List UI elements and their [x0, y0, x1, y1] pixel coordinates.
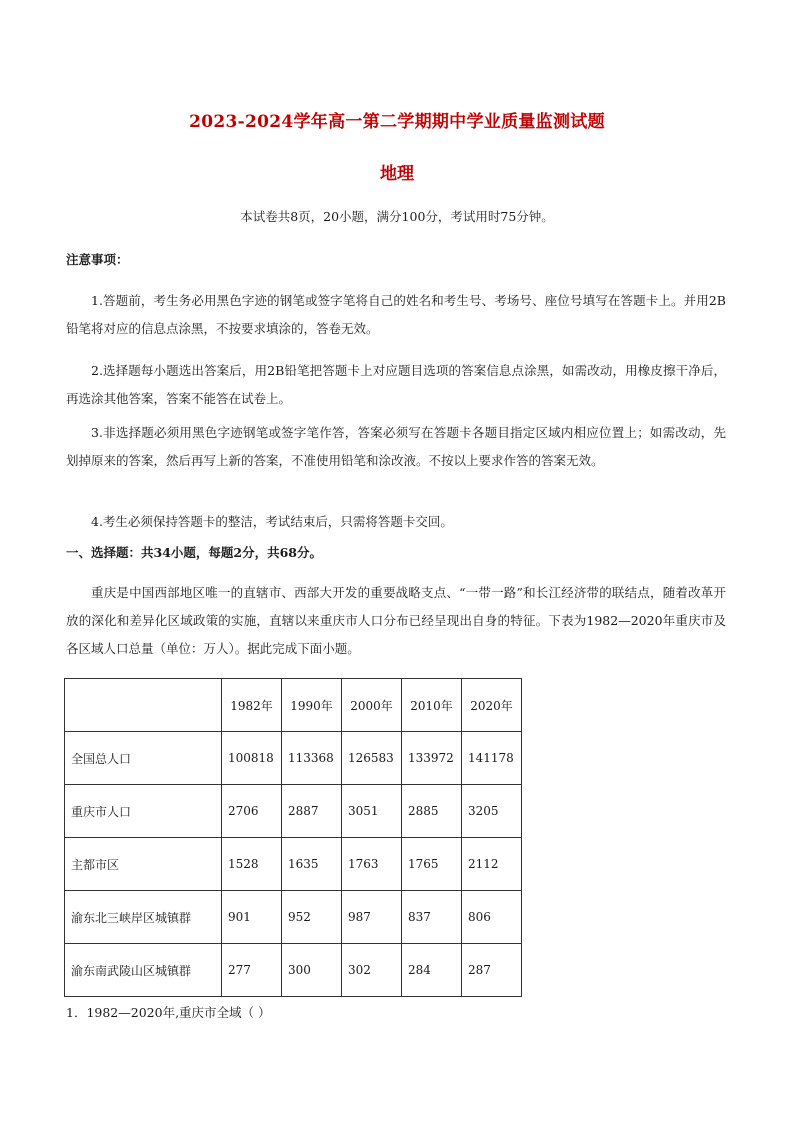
table-cell: 1763 — [342, 838, 402, 891]
table-cell: 2887 — [282, 785, 342, 838]
table-cell: 3051 — [342, 785, 402, 838]
table-row — [65, 891, 522, 944]
table-cell: 全国总人口 — [65, 732, 222, 785]
table-cell: 100818 — [222, 732, 282, 785]
table-cell: 1635 — [282, 838, 342, 891]
exam-intro: 本试卷共8页，20小题，满分100分，考试用时75分钟。 — [240, 209, 554, 224]
table-cell: 901 — [222, 891, 282, 944]
table-header-cell — [65, 679, 222, 732]
notice-item-1: 1.答题前，考生务必用黑色字迹的钢笔或签字笔将自己的姓名和考生号、考场号、座位号填写在答题卡上。并用2B铅笔将对应的信息点涂黑，不按要求填涂的，答卷无效。 — [66, 293, 726, 336]
table-cell: 806 — [462, 891, 522, 944]
table-header-cell: 1982年 — [222, 679, 282, 732]
table-cell: 渝东北三峡岸区城镇群 — [65, 891, 222, 944]
table-cell: 837 — [402, 891, 462, 944]
table-cell: 284 — [402, 944, 462, 997]
table-header-row — [65, 679, 522, 732]
table-cell: 141178 — [462, 732, 522, 785]
notice-item-3: 3.非选择题必须用黑色字迹钢笔或签字笔作答，答案必须写在答题卡各题目指定区域内相应位置上；如需改动，先划掉原来的答案，然后再写上新的答案，不准使用铅笔和涂改液。不按以上要求作答的答案无效。 — [66, 425, 726, 468]
table-cell: 126583 — [342, 732, 402, 785]
table-header-cell: 1990年 — [282, 679, 342, 732]
exam-title: 2023-2024学年高一第二学期期中学业质量监测试题 — [189, 112, 605, 132]
table-cell: 1765 — [402, 838, 462, 891]
table-cell: 113368 — [282, 732, 342, 785]
table-cell: 987 — [342, 891, 402, 944]
table-cell: 2885 — [402, 785, 462, 838]
table-cell: 1528 — [222, 838, 282, 891]
table-cell: 主都市区 — [65, 838, 222, 891]
table-row — [65, 732, 522, 785]
table-header-cell: 2000年 — [342, 679, 402, 732]
table-cell: 2112 — [462, 838, 522, 891]
table-cell: 277 — [222, 944, 282, 997]
table-row — [65, 785, 522, 838]
notice-item-4: 4.考生必须保持答题卡的整洁，考试结束后，只需将答题卡交回。 — [91, 514, 453, 529]
table-header-cell: 2010年 — [402, 679, 462, 732]
table-row — [65, 944, 522, 997]
table-cell: 300 — [282, 944, 342, 997]
table-cell: 2706 — [222, 785, 282, 838]
table-header-cell: 2020年 — [462, 679, 522, 732]
table-cell: 渝东南武陵山区城镇群 — [65, 944, 222, 997]
table-cell: 133972 — [402, 732, 462, 785]
table-cell: 重庆市人口 — [65, 785, 222, 838]
subject-title: 地理 — [380, 164, 414, 184]
table-cell: 952 — [282, 891, 342, 944]
question-1: 1．1982—2020年,重庆市全域（ ） — [66, 1005, 271, 1020]
notice-item-2: 2.选择题每小题选出答案后，用2B铅笔把答题卡上对应题目选项的答案信息点涂黑，如需改动，用橡皮擦干净后，再选涂其他答案，答案不能答在试卷上。 — [66, 363, 726, 406]
section-heading: 一、选择题：共34小题，每题2分，共68分。 — [66, 545, 322, 560]
table-cell: 287 — [462, 944, 522, 997]
table-cell: 302 — [342, 944, 402, 997]
notice-heading: 注意事项： — [66, 252, 129, 267]
table-row — [65, 838, 522, 891]
population-table — [64, 678, 522, 997]
reading-passage: 重庆是中国西部地区唯一的直辖市、西部大开发的重要战略支点、“一带一路”和长江经济带的联结点，随着改革开放的深化和差异化区域政策的实施，直辖以来重庆市人口分布已经呈现出自身的特征。下表为1982—2020年重庆市及各区域人口总量（单位：万人）。据此完成下面小题。 — [66, 585, 726, 656]
table-cell: 3205 — [462, 785, 522, 838]
